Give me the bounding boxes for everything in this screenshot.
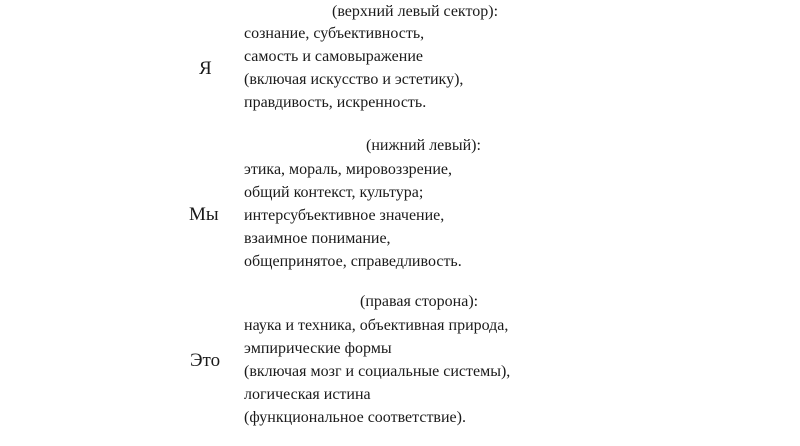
pronoun-label: Я (199, 58, 212, 79)
description-line: эмпирические формы (244, 340, 392, 357)
description-line: сознание, субъективность, (244, 25, 425, 42)
description-list (244, 158, 462, 273)
description-line: (включая мозг и социальные системы), (244, 363, 511, 380)
description-line: общепринятое, справедливость. (244, 253, 462, 270)
section-ya (0, 0, 800, 120)
description-line: наука и техника, объективная природа, (244, 317, 509, 334)
description-line: общий контекст, культура; (244, 184, 424, 201)
description-line: (включая искусство и эстетику), (244, 71, 464, 88)
description-line: (функциональное соответствие). (244, 409, 466, 426)
pronoun-label: Мы (189, 204, 219, 225)
description-line: самость и самовыражение (244, 48, 423, 65)
pronoun-label: Это (190, 350, 221, 371)
description-line: логическая истина (244, 386, 371, 403)
section-heading: (нижний левый): (366, 137, 481, 154)
description-line: интерсубъективное значение, (244, 207, 445, 224)
description-list (244, 22, 463, 114)
description-line: этика, мораль, мировоззрение, (244, 161, 452, 178)
description-line: взаимное понимание, (244, 230, 391, 247)
description-line: правдивость, искренность. (244, 94, 427, 111)
section-heading: (верхний левый сектор): (332, 3, 499, 20)
section-eto (0, 290, 800, 440)
description-list (244, 314, 510, 429)
section-heading: (правая сторона): (360, 293, 479, 310)
section-my (0, 134, 800, 274)
